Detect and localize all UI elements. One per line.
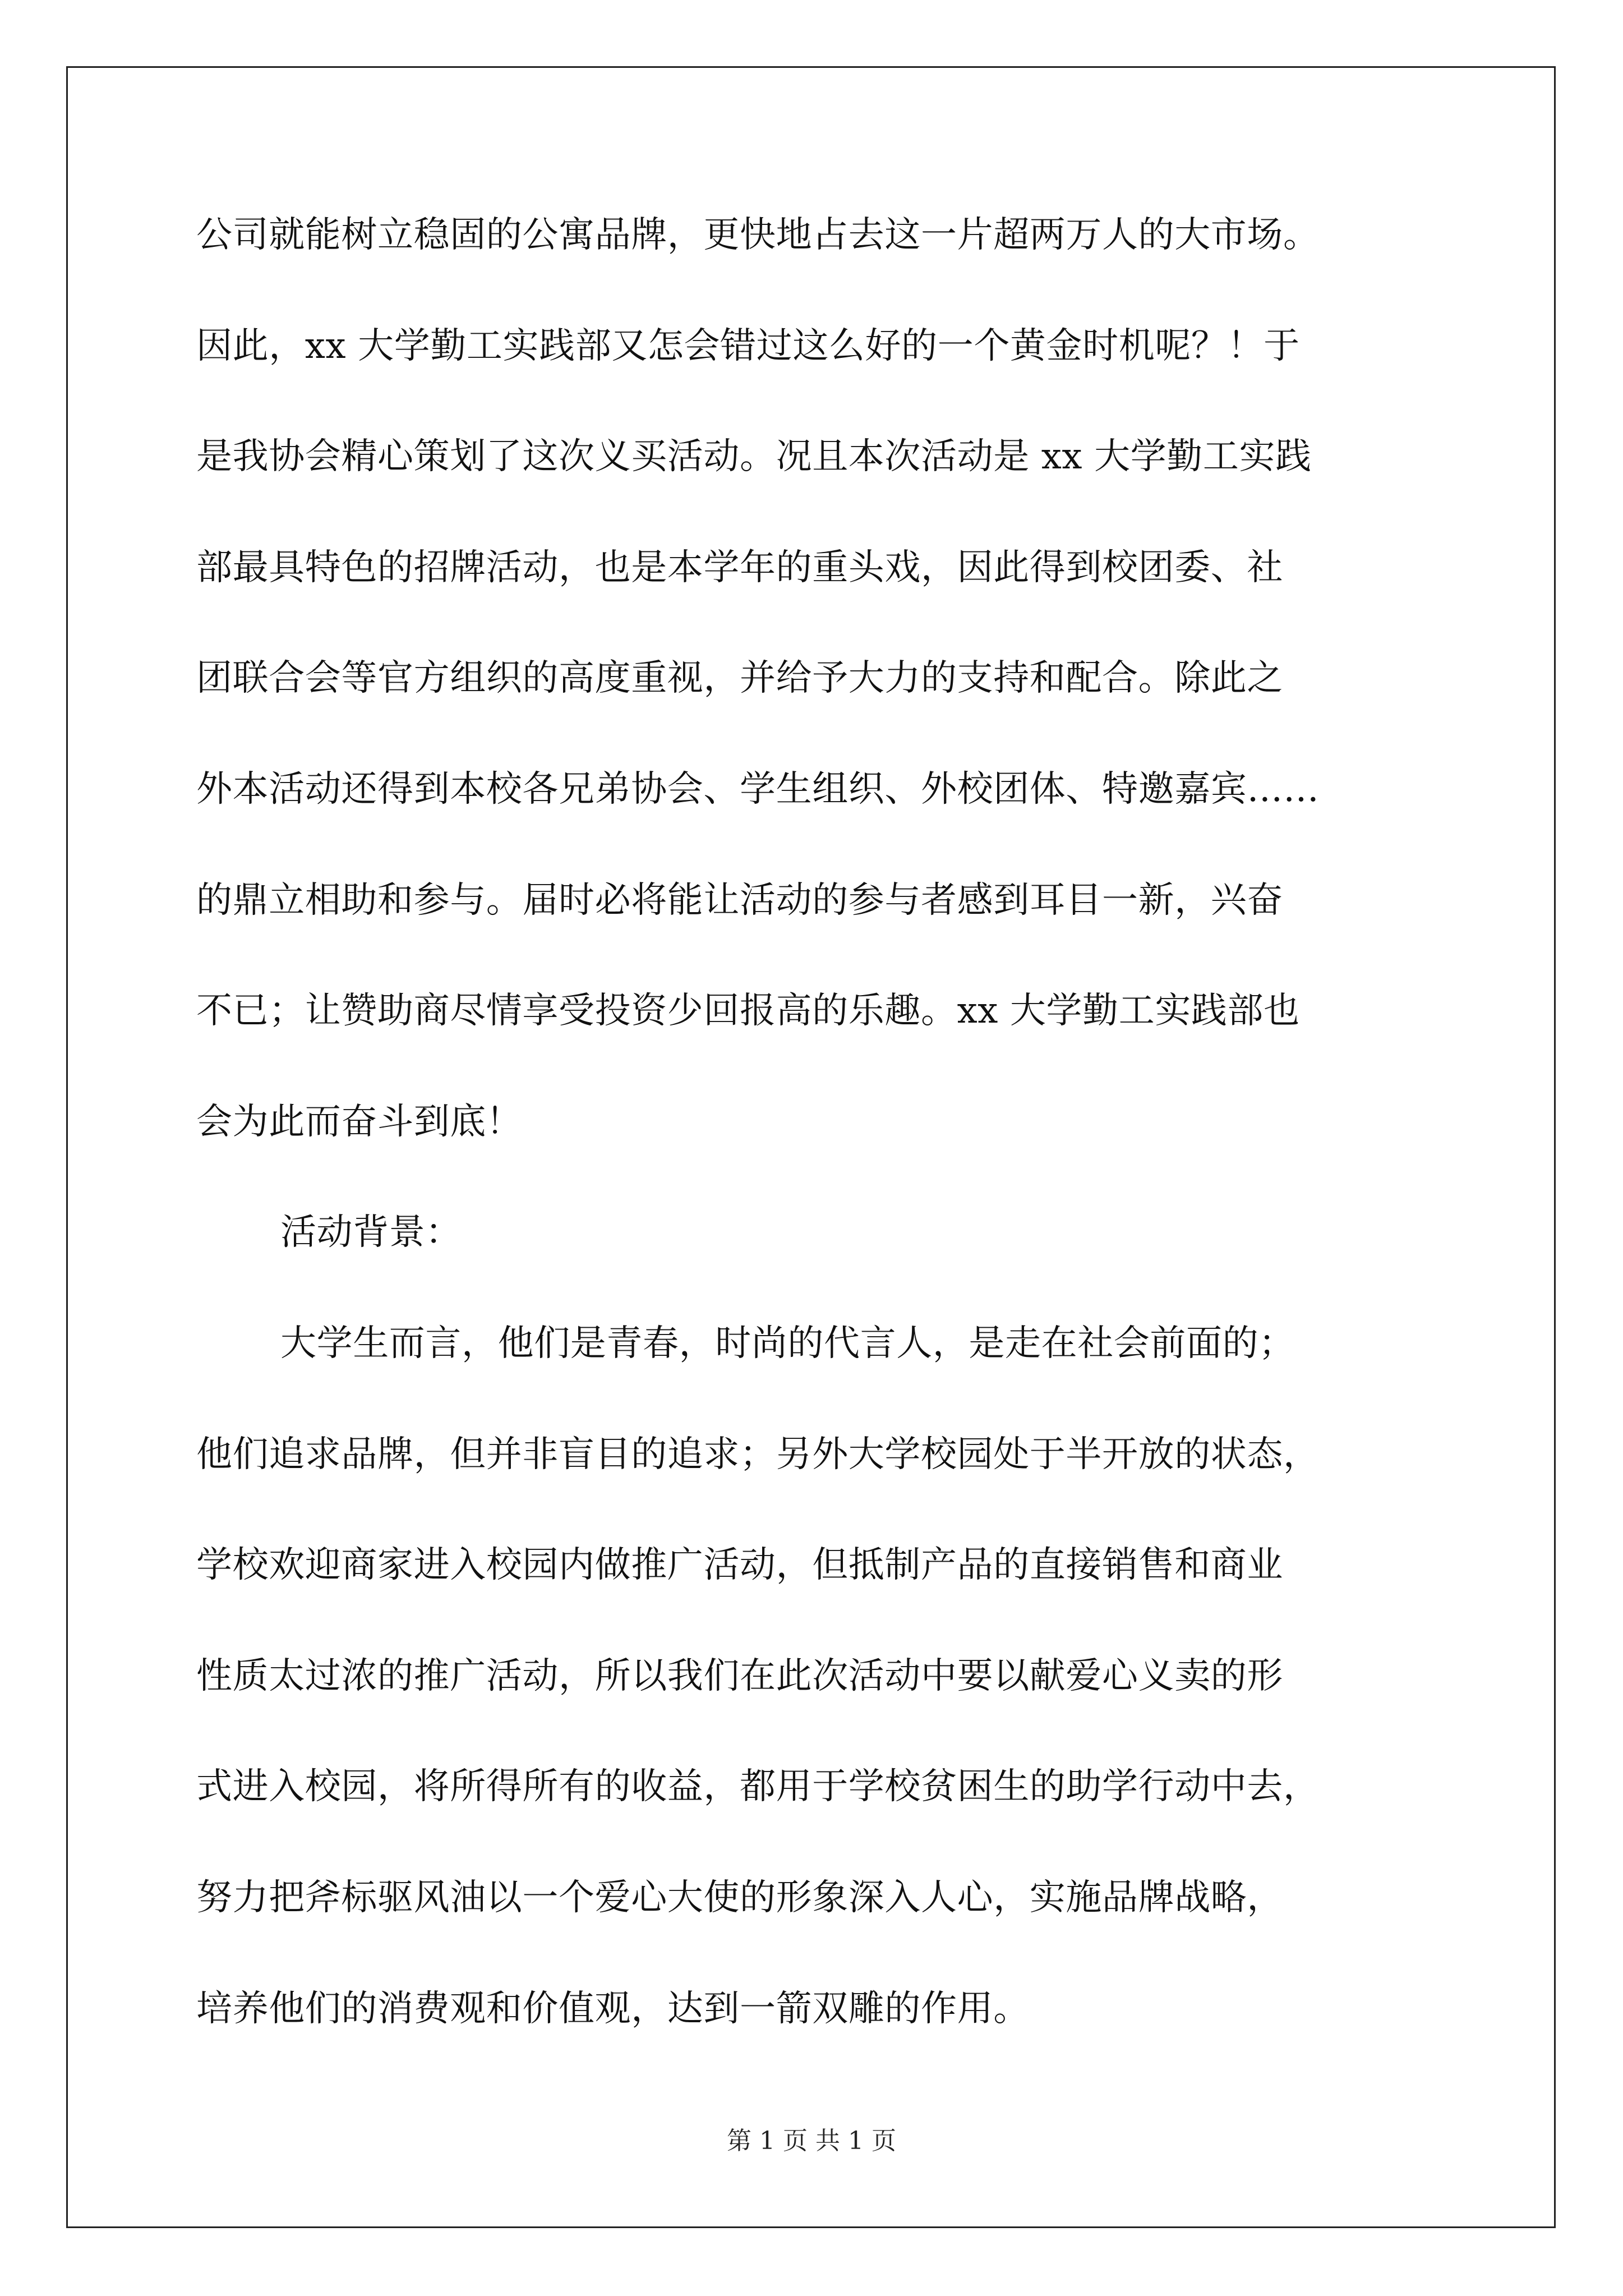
text-line: 是我协会精心策划了这次义买活动。况且本次活动是 xx 大学勤工实践 xyxy=(196,436,1312,478)
text-line: 培养他们的消费观和价值观，达到一箭双雕的作用。 xyxy=(196,1987,1030,2030)
text-line: 他们追求品牌，但并非盲目的追求；另外大学校园处于半开放的状态， xyxy=(196,1433,1320,1475)
text-line: 努力把斧标驱风油以一个爱心大使的形象深入人心，实施品牌战略， xyxy=(196,1876,1283,1918)
text-line: 大学生而言，他们是青春，时尚的代言人，是走在社会前面的； xyxy=(280,1322,1295,1364)
text-line: 团联合会等官方组织的高度重视，并给予大力的支持和配合。除此之 xyxy=(196,657,1283,700)
text-line: 不已；让赞助商尽情享受投资少回报高的乐趣。xx 大学勤工实践部也 xyxy=(196,990,1300,1032)
text-line: 式进入校园，将所得所有的收益，都用于学校贫困生的助学行动中去， xyxy=(196,1766,1320,1808)
text-line: 公司就能树立稳固的公寓品牌，更快地占去这一片超两万人的大市场。 xyxy=(196,214,1320,256)
text-line: 因此，xx 大学勤工实践部又怎会错过这么好的一个黄金时机呢？！于 xyxy=(196,325,1300,367)
text-line: 活动背景： xyxy=(280,1212,462,1254)
document-body xyxy=(196,207,1453,2091)
page-footer: 第 1 页 共 1 页 xyxy=(727,2127,896,2155)
text-line: 学校欢迎商家进入校园内做推广活动，但抵制产品的直接销售和商业 xyxy=(196,1544,1283,1586)
text-line: 性质太过浓的推广活动，所以我们在此次活动中要以献爱心义卖的形 xyxy=(196,1655,1283,1697)
text-line: 会为此而奋斗到底！ xyxy=(196,1101,523,1143)
text-line: 部最具特色的招牌活动，也是本学年的重头戏，因此得到校团委、社 xyxy=(196,546,1283,588)
text-line: 外本活动还得到本校各兄弟协会、学生组织、外校团体、特邀嘉宾…… xyxy=(196,768,1320,810)
text-line: 的鼎立相助和参与。届时必将能让活动的参与者感到耳目一新，兴奋 xyxy=(196,879,1283,921)
